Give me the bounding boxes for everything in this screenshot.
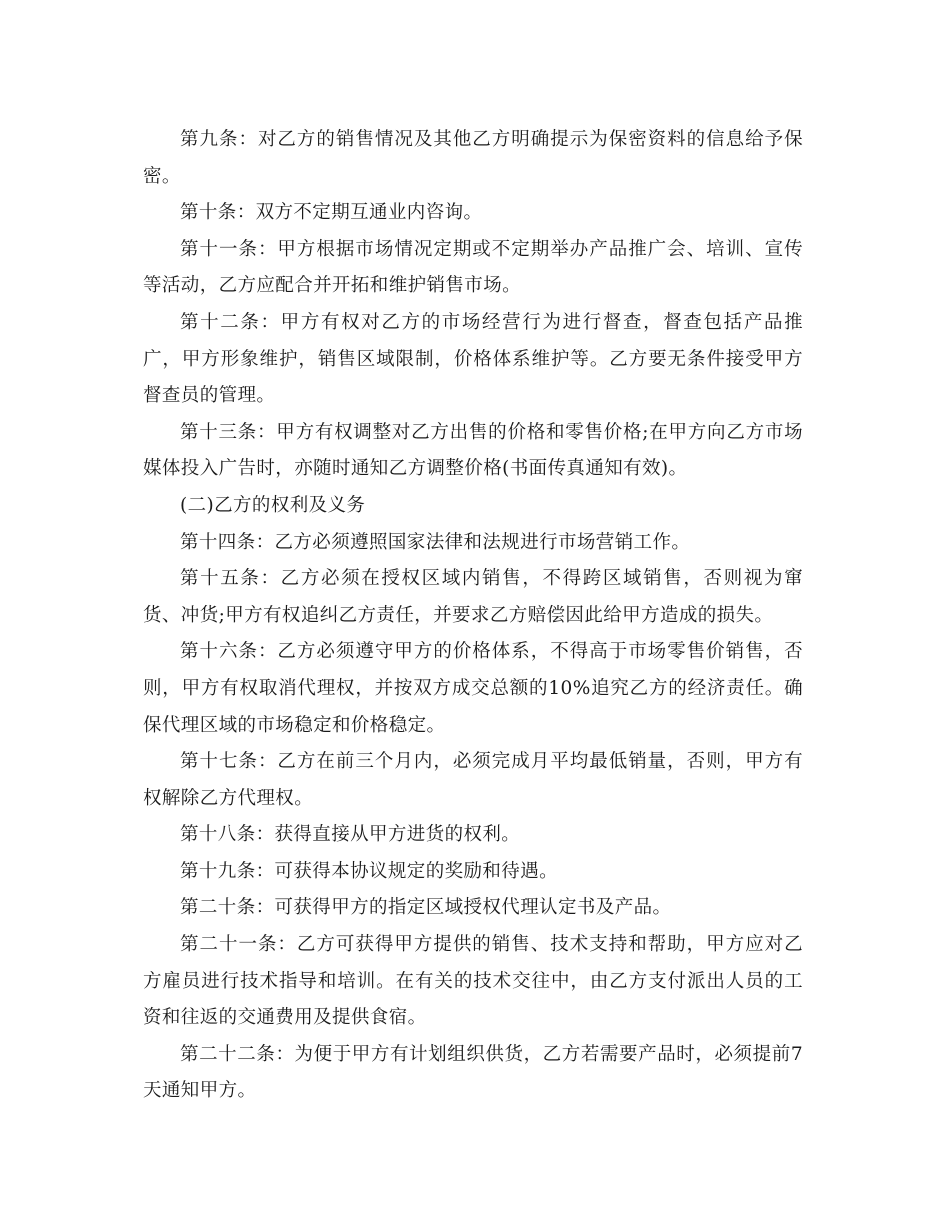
clause-21: 第二十一条：乙方可获得甲方提供的销售、技术支持和帮助，甲方应对乙方雇员进行技术指导和培训。在有关的技术交往中，由乙方支付派出人员的工资和往返的交通费用及提供食宿。 xyxy=(143,934,803,1029)
clause-15: 第十五条：乙方必须在授权区域内销售，不得跨区域销售，否则视为窜货、冲货;甲方有权追纠乙方责任，并要求乙方赔偿因此给甲方造成的损失。 xyxy=(143,568,803,626)
clause-10: 第十条：双方不定期互通业内咨询。 xyxy=(180,202,483,224)
clause-19: 第十九条：可获得本协议规定的奖励和待遇。 xyxy=(180,860,559,882)
clause-18: 第十八条：获得直接从甲方进货的权利。 xyxy=(180,824,521,846)
clause-22: 第二十二条：为便于甲方有计划组织供货，乙方若需要产品时，必须提前7天通知甲方。 xyxy=(143,1043,803,1102)
clause-20: 第二十条：可获得甲方的指定区域授权代理认定书及产品。 xyxy=(180,897,672,919)
clause-13: 第十三条：甲方有权调整对乙方出售的价格和零售价格;在甲方向乙方市场媒体投入广告时，亦随时通知乙方调整价格(书面传真通知有效)。 xyxy=(143,421,803,480)
clause-12: 第十二条：甲方有权对乙方的市场经营行为进行督查，督查包括产品推广，甲方形象维护，销售区域限制，价格体系维护等。乙方要无条件接受甲方督查员的管理。 xyxy=(143,311,803,407)
clause-17: 第十七条：乙方在前三个月内，必须完成月平均最低销量，否则，甲方有权解除乙方代理权。 xyxy=(143,751,803,809)
document-body xyxy=(143,122,803,1110)
clause-11: 第十一条：甲方根据市场情况定期或不定期举办产品推广会、培训、宣传等活动，乙方应配合并开拓和维护销售市场。 xyxy=(143,238,803,297)
clause-16: 第十六条：乙方必须遵守甲方的价格体系，不得高于市场零售价销售，否则，甲方有权取消代理权，并按双方成交总额的10%追究乙方的经济责任。确保代理区域的市场稳定和价格稳定。 xyxy=(143,641,803,736)
clause-14: 第十四条：乙方必须遵照国家法律和法规进行市场营销工作。 xyxy=(180,531,691,553)
clause-9: 第九条：对乙方的销售情况及其他乙方明确提示为保密资料的信息给予保密。 xyxy=(143,129,803,187)
section-heading-party-b-rights: (二)乙方的权利及义务 xyxy=(180,494,366,516)
